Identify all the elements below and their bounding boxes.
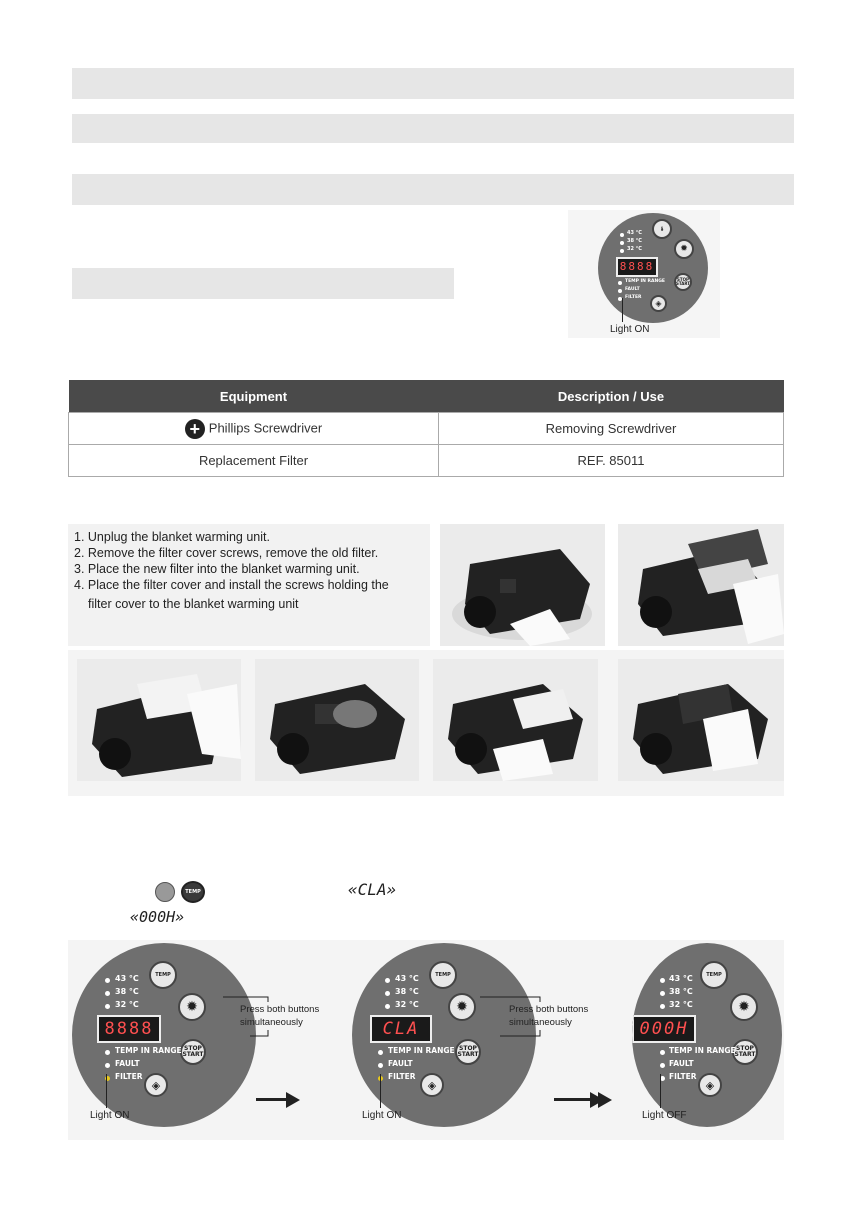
panel-3-caption: Light OFF [642, 1110, 687, 1121]
led-label-38: 38 °C [627, 238, 642, 244]
temp-button[interactable]: TEMP [700, 961, 728, 989]
temp-button[interactable]: TEMP [429, 961, 457, 989]
stop-start-button[interactable]: STOP START [455, 1039, 481, 1065]
photo-step-3 [77, 659, 241, 781]
fan-icon: ✹ [186, 999, 198, 1015]
cell-description: REF. 85011 [439, 445, 784, 477]
header-bar-1 [72, 68, 794, 99]
stop-start-button[interactable]: STOP START [674, 273, 692, 291]
step-2: 2. Remove the filter cover screws, remove the old filter. [74, 546, 379, 560]
photo-step-5 [433, 659, 598, 781]
step-3: 3. Place the new filter into the blanket warming unit. [74, 562, 360, 576]
fan-small-button[interactable] [155, 882, 175, 902]
equipment-table [68, 380, 784, 477]
header-bar-4 [72, 268, 454, 299]
blanket-button[interactable]: ◈ [650, 295, 667, 312]
table-header-equipment: Equipment [69, 380, 439, 413]
temp-button[interactable]: 🌡 [652, 219, 672, 239]
panel-step-1: 43 °C 38 °C 32 °C TEMP ✹ 8888 STOP START TEMP IN RANGE FAULT FILTER ◈ [72, 943, 256, 1127]
fan-button[interactable] [730, 993, 758, 1021]
stop-start-button[interactable]: STOP START [180, 1039, 206, 1065]
code-000h: «000H» [130, 908, 185, 926]
status-filter: FILTER [625, 295, 642, 300]
blanket-button[interactable]: ◈ [144, 1073, 168, 1097]
panel-1-caption: Light ON [90, 1110, 130, 1121]
table-row [69, 413, 784, 445]
table-header-description: Description / Use [439, 380, 784, 413]
header-bar-3 [72, 174, 794, 205]
photo-step-6 [618, 659, 784, 781]
led-label-32: 32 °C [627, 246, 642, 252]
fan-icon: ✹ [456, 999, 468, 1015]
panel-2-note: Press both buttons simultaneously [509, 1004, 589, 1028]
fan-icon: ✹ [738, 999, 750, 1015]
phillips-icon: + [185, 419, 205, 439]
status-fault: FAULT [625, 287, 640, 292]
panel-1-note: Press both buttons simultaneously [240, 1004, 320, 1028]
panel-step-3: 43 °C 38 °C 32 °C TEMP ✹ 000H STOP START TEMP IN RANGE FAULT FILTER ◈ [632, 943, 782, 1127]
steps-box [68, 524, 430, 646]
header-bar-2 [72, 114, 794, 143]
photo-step-1 [440, 524, 605, 646]
code-cla: «CLA» [348, 880, 397, 899]
blanket-button[interactable]: ◈ [698, 1073, 722, 1097]
arrow-right-icon [554, 1090, 614, 1110]
fan-icon: ✹ [680, 243, 688, 254]
step-4-cont: filter cover to the blanket warming unit [88, 597, 299, 611]
step-1: 1. Unplug the blanket warming unit. [74, 530, 270, 544]
top-panel-figure [568, 210, 720, 338]
panel-step-2: 43 °C 38 °C 32 °C TEMP ✹ CLA STOP START TEMP IN RANGE FAULT FILTER ◈ [352, 943, 536, 1127]
arrow-right-icon [256, 1090, 308, 1110]
blanket-button[interactable]: ◈ [420, 1073, 444, 1097]
photo-step-4 [255, 659, 419, 781]
photo-step-2 [618, 524, 784, 646]
stop-start-button[interactable]: STOP START [732, 1039, 758, 1065]
temp-small-button[interactable]: TEMP [181, 881, 205, 903]
cell-description: Removing Screwdriver [439, 413, 784, 445]
table-row [69, 445, 784, 477]
control-panel [598, 213, 708, 323]
cell-equipment: Replacement Filter [69, 445, 439, 477]
fan-button[interactable] [674, 239, 694, 259]
panel-3-display: 000H [632, 1015, 696, 1043]
panel-2-caption: Light ON [362, 1110, 402, 1121]
step-4: 4. Place the filter cover and install the screws holding the [74, 578, 389, 592]
top-panel-caption: Light ON [610, 324, 650, 335]
temp-button[interactable]: TEMP [149, 961, 177, 989]
led-label-43: 43 °C [627, 230, 642, 236]
top-display: 8888 [616, 257, 658, 277]
panel-2-display: CLA [370, 1015, 432, 1043]
panel-1-display: 8888 [97, 1015, 161, 1043]
cell-equipment: Phillips Screwdriver [208, 419, 323, 435]
status-temp-in-range: TEMP IN RANGE [625, 279, 665, 284]
